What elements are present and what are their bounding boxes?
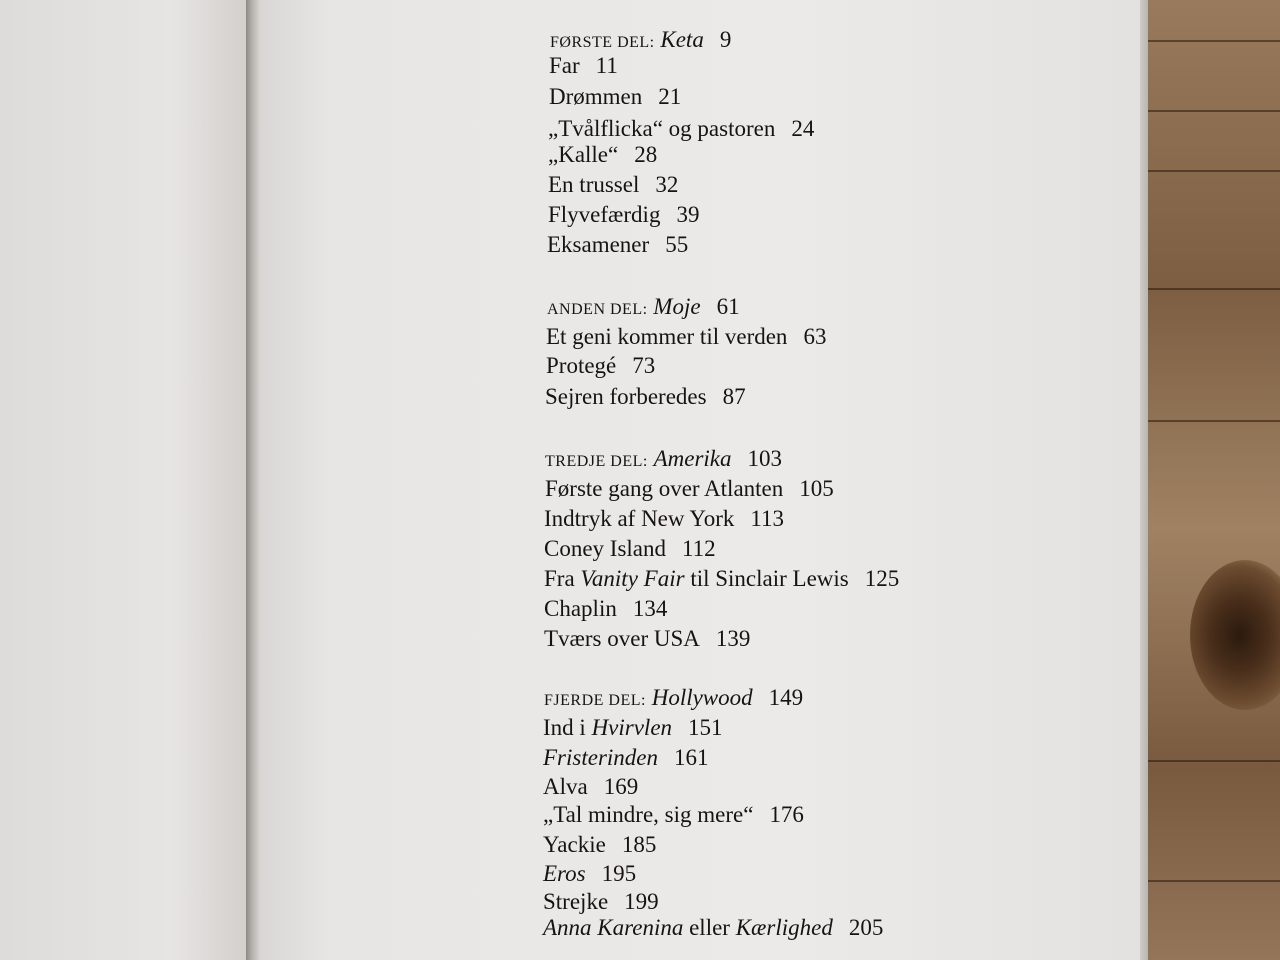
page-number: 87 [722, 384, 746, 409]
part-title: Moje [653, 294, 701, 319]
entry-title: „Tal mindre, sig mere“ [543, 802, 754, 827]
part-heading [545, 445, 782, 476]
toc-entry [544, 535, 716, 563]
toc-entry [549, 52, 618, 80]
part-label: ANDEN DEL: [547, 301, 648, 318]
page-number: 11 [595, 53, 618, 78]
toc-entry [545, 475, 834, 503]
entry-title: „Kalle“ [548, 142, 619, 167]
page-number: 21 [658, 84, 682, 109]
entry-title-connector: eller [689, 915, 730, 940]
part-heading [544, 684, 803, 715]
entry-title: Chaplin [544, 596, 617, 621]
page-number: 28 [634, 142, 658, 167]
page-number: 151 [688, 715, 723, 740]
entry-title: Flyvefærdig [548, 202, 661, 227]
page-number: 103 [747, 446, 782, 471]
entry-title-italic: Fristerinden [543, 745, 658, 770]
toc-entry [546, 352, 655, 380]
entry-title: En trussel [548, 172, 640, 197]
toc-entry [543, 860, 636, 888]
entry-title-italic: Hvirvlen [591, 715, 673, 740]
page-number: 195 [601, 861, 637, 886]
toc-entry [544, 625, 750, 653]
entry-title-italic: Eros [543, 861, 586, 886]
entry-title: Eksamener [547, 232, 650, 257]
entry-title: Indtryk af New York [544, 506, 735, 531]
toc-entry [543, 744, 709, 772]
toc-entry [543, 801, 804, 829]
part-label: FJERDE DEL: [544, 692, 646, 709]
toc-entry [548, 141, 657, 169]
page-number: 176 [769, 802, 804, 827]
page-number: 9 [719, 27, 732, 52]
toc-entry [548, 171, 678, 199]
entry-title-italic: Vanity Fair [580, 566, 685, 591]
entry-title: Første gang over Atlanten [545, 476, 784, 501]
toc-entry [543, 888, 659, 916]
toc-entry [547, 231, 688, 259]
toc-entry [549, 83, 681, 111]
entry-title: Drømmen [549, 84, 643, 109]
toc-entry [543, 914, 883, 942]
page-number: 125 [864, 566, 900, 591]
entry-title-suffix: til Sinclair Lewis [690, 566, 849, 591]
page-number: 149 [768, 685, 804, 710]
toc-entry [545, 383, 746, 411]
part-label: TREDJE DEL: [545, 453, 648, 470]
page-number: 105 [799, 476, 834, 501]
entry-title: Protegé [546, 353, 617, 378]
entry-title: Tværs over USA [544, 626, 700, 651]
entry-title-italic: Anna Karenina [543, 915, 684, 940]
page-number: 112 [682, 536, 716, 561]
page-number: 63 [803, 324, 827, 349]
entry-title: Strejke [543, 889, 609, 914]
page-number: 24 [791, 116, 815, 141]
toc-entry [548, 115, 814, 143]
page-number: 185 [621, 832, 657, 857]
page-number: 139 [715, 626, 751, 651]
entry-title: Coney Island [544, 536, 667, 561]
part-heading [547, 293, 740, 324]
entry-title: Alva [543, 774, 588, 799]
toc-entry [543, 714, 723, 742]
entry-title: Sejren forberedes [545, 384, 707, 409]
page-number: 73 [632, 353, 656, 378]
page-number: 205 [848, 915, 884, 940]
page-number: 134 [632, 596, 668, 621]
entry-title: „Tvålflicka“ og pastoren [548, 116, 776, 141]
page-number: 61 [716, 294, 740, 319]
page-number: 32 [655, 172, 679, 197]
toc-entry [548, 201, 699, 229]
part-title: Amerika [653, 446, 732, 471]
entry-title-italic: Kærlighed [735, 915, 833, 940]
page-number: 169 [603, 774, 639, 799]
entry-title: Et geni kommer til verden [546, 324, 788, 349]
page-number: 39 [676, 202, 700, 227]
page-number: 161 [674, 745, 709, 770]
part-label: FØRSTE DEL: [550, 34, 655, 51]
entry-title: Yackie [543, 832, 606, 857]
part-title: Hollywood [651, 685, 753, 710]
entry-title-prefix: Fra [544, 566, 575, 591]
page-number: 113 [750, 506, 785, 531]
page-number: 55 [665, 232, 689, 257]
toc-entry [544, 595, 667, 623]
entry-title-prefix: Ind i [543, 715, 586, 740]
page-number: 199 [624, 889, 659, 914]
entry-title: Far [549, 53, 580, 78]
toc-entry [543, 773, 638, 801]
toc-entry [544, 505, 784, 533]
part-title: Keta [660, 27, 704, 52]
toc-entry [544, 565, 899, 593]
toc-entry [543, 831, 656, 859]
toc-entry [546, 323, 826, 351]
